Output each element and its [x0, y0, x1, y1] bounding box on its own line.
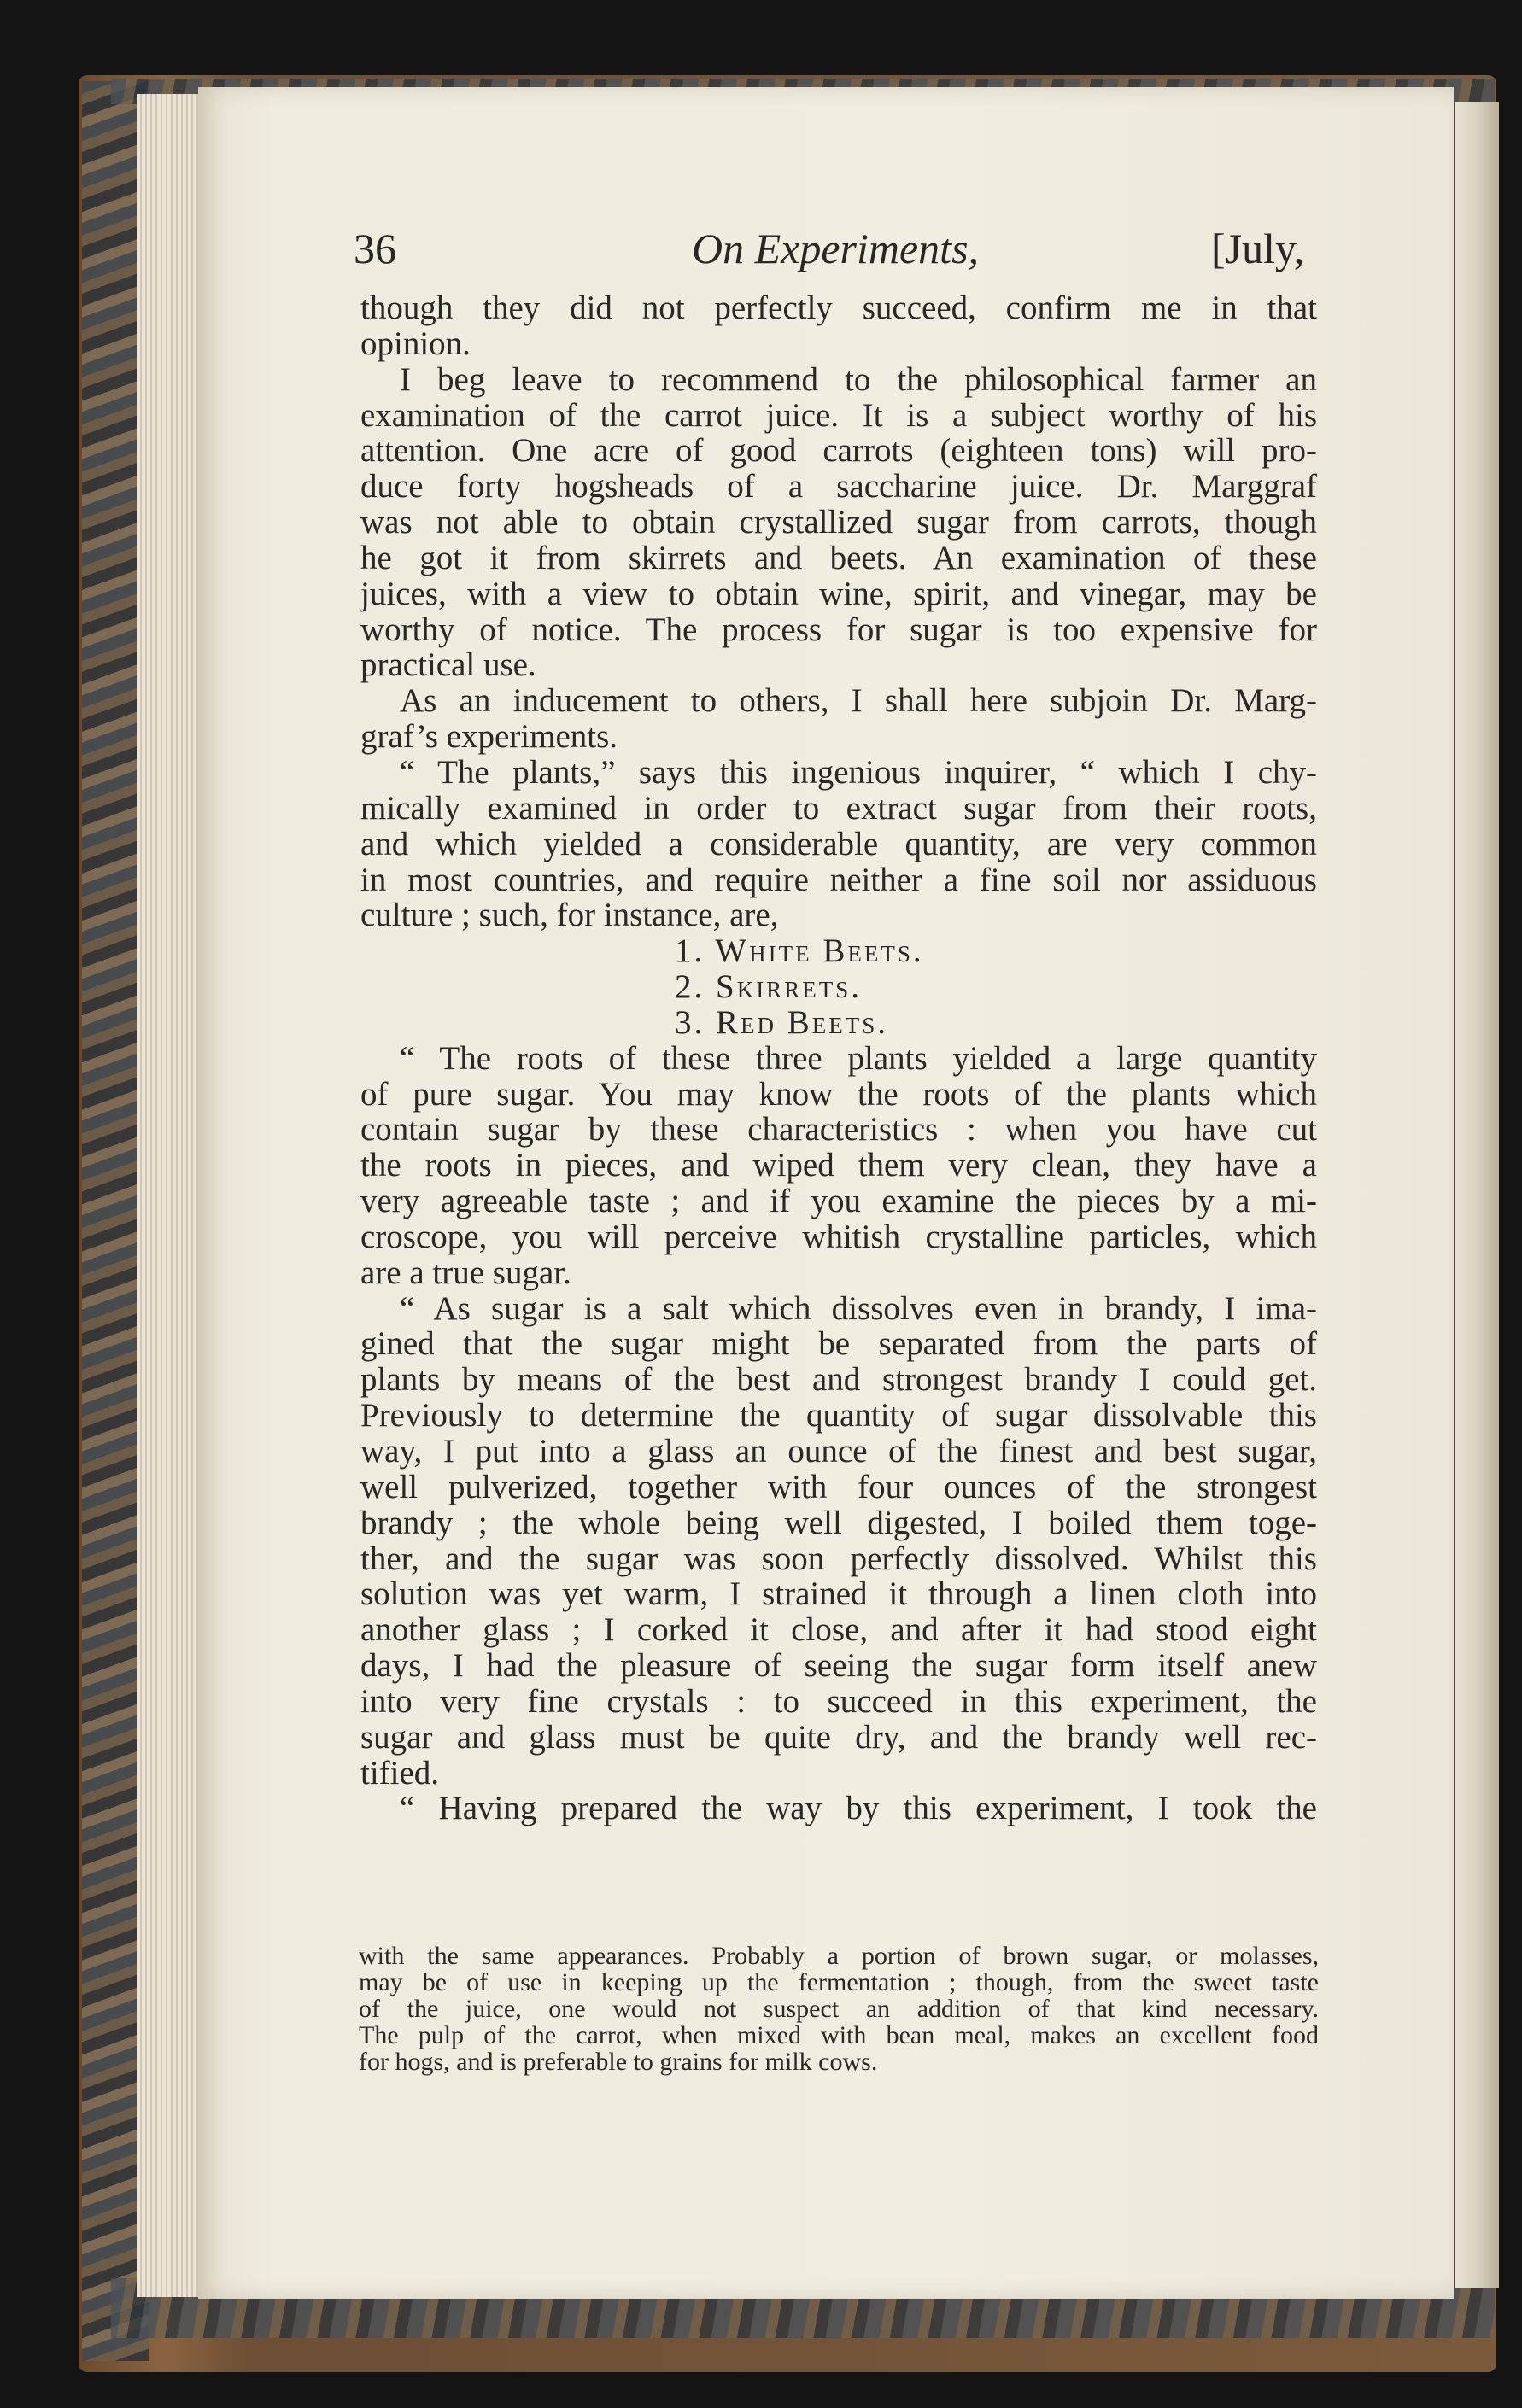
text-line: “ The roots of these three plants yielded a large quantity [400, 1039, 1317, 1077]
paragraph [360, 362, 1317, 684]
text-line: of pure sugar. You may know the roots of the plants which [360, 1075, 1317, 1113]
text-line: was not able to obtain crystallized sugar from carrots, though [360, 504, 1317, 541]
footnote-line: with the same appearances. Probably a portion of brown sugar, or molasses, [359, 1942, 1319, 1970]
footnote-line: The pulp of the carrot, when mixed with bean meal, makes an excellent food [359, 2021, 1319, 2049]
page-number: 36 [354, 225, 396, 272]
paragraph [360, 290, 1317, 362]
paragraph [360, 683, 1317, 755]
text-line: attention. One acre of good carrots (eighteen tons) will pro- [360, 432, 1317, 470]
text-line: contain sugar by these characteristics : when you have cut [360, 1111, 1317, 1148]
footnote-line: for hogs, and is preferable to grains for milk cows. [359, 2048, 878, 2076]
text-line: worthy of notice. The process for sugar is too expensive for [360, 611, 1317, 648]
text-line: “ As sugar is a salt which dissolves even in brandy, I ima- [400, 1289, 1317, 1327]
text-line: he got it from skirrets and beets. An examination of these [360, 539, 1317, 576]
footnote-line: of the juice, one would not suspect an addition of that kind necessary. [359, 1995, 1319, 2023]
text-line: ther, and the sugar was soon perfectly dissolved. Whilst this [360, 1540, 1317, 1577]
text-line: and which yielded a considerable quantity, are very common [360, 825, 1317, 862]
text-line: As an inducement to others, I shall here subjoin Dr. Marg- [400, 682, 1317, 720]
footnote [359, 1943, 1319, 2075]
text-line: though they did not perfectly succeed, confirm me in that [360, 289, 1317, 326]
footnote-line: may be of use in keeping up the fermentation ; though, from the sweet taste [359, 1968, 1319, 1996]
text-line: “ The plants,” says this ingenious inquirer, “ which I chy- [400, 753, 1317, 791]
page-header [0, 224, 1522, 283]
text-line: culture ; such, for instance, are, [360, 897, 779, 934]
text-line: way, I put into a glass an ounce of the finest and best sugar, [360, 1433, 1317, 1470]
text-line: opinion. [360, 324, 471, 362]
text-line: “ Having prepared the way by this experiment, I took the [400, 1790, 1317, 1827]
text-line: into very fine crystals : to succeed in this experiment, the [360, 1682, 1317, 1720]
paragraph [360, 1041, 1317, 1291]
text-line: mically examined in order to extract sugar from their roots, [360, 789, 1317, 827]
running-title: On Experiments, [692, 225, 980, 272]
text-line: plants by means of the best and strongest brandy I could get. [360, 1361, 1317, 1399]
text-line: the roots in pieces, and wiped them very clean, they have a [360, 1147, 1317, 1184]
text-line: I beg leave to recommend to the philosophical farmer an [400, 360, 1317, 398]
list-item: 1. White Beets. [675, 932, 924, 970]
text-line: solution was yet warm, I strained it through a linen cloth into [360, 1575, 1317, 1613]
plant-list [360, 933, 1317, 1041]
text-line: brandy ; the whole being well digested, I boiled them toge- [360, 1504, 1317, 1541]
paragraph [360, 755, 1317, 933]
text-line: very agreeable taste ; and if you examine the pieces by a mi- [360, 1183, 1317, 1220]
text-line: are a true sugar. [360, 1254, 571, 1291]
text-line: examination of the carrot juice. It is a subject worthy of his [360, 396, 1317, 434]
text-line: duce forty hogsheads of a saccharine juice. Dr. Marggraf [360, 468, 1317, 506]
text-line: juices, with a view to obtain wine, spirit, and vinegar, may be [360, 575, 1317, 612]
list-item: 3. Red Beets. [675, 1003, 889, 1041]
text-line: well pulverized, together with four ounces of the strongest [360, 1468, 1317, 1505]
header-date: [July, [1211, 225, 1305, 272]
body-text [360, 290, 1317, 1826]
paragraph [360, 1791, 1317, 1826]
text-line: croscope, you will perceive whitish crystalline particles, which [360, 1218, 1317, 1255]
text-line: another glass ; I corked it close, and after it had stood eight [360, 1611, 1317, 1649]
text-line: gined that the sugar might be separated from the parts of [360, 1325, 1317, 1363]
text-line: practical use. [360, 646, 536, 684]
text-line: tified. [360, 1754, 440, 1791]
paragraph [360, 1291, 1317, 1791]
page-stack-edge [137, 94, 205, 2297]
text-line: sugar and glass must be quite dry, and the brandy well rec- [360, 1718, 1317, 1756]
list-item: 2. Skirrets. [675, 968, 862, 1006]
text-line: in most countries, and require neither a fine soil nor assiduous [360, 861, 1317, 898]
text-line: Previously to determine the quantity of sugar dissolvable this [360, 1397, 1317, 1435]
text-line: days, I had the pleasure of seeing the sugar form itself anew [360, 1647, 1317, 1685]
text-line: graf’s experiments. [360, 718, 618, 756]
facing-page-edge [1452, 102, 1499, 2288]
